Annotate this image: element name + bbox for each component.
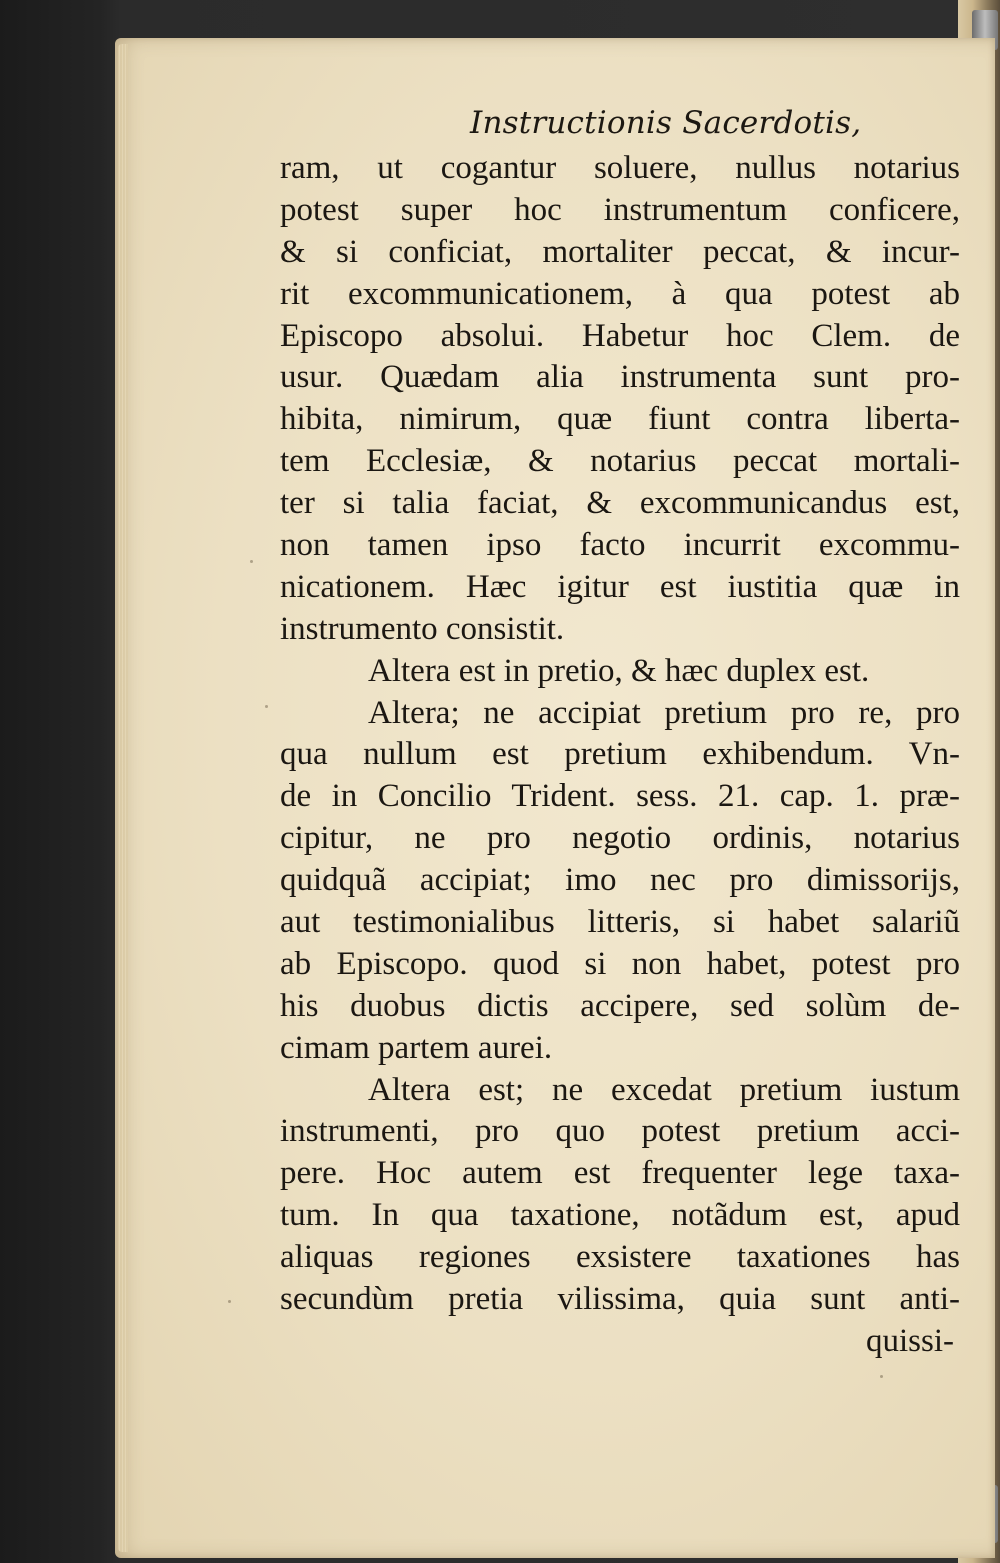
text-line: hibita, nimirum, quæ fiunt contra liberta- — [280, 401, 960, 438]
text-line: potest super hoc instrumentum conficere, — [280, 191, 960, 228]
text-line: cimam partem aurei. — [280, 1029, 553, 1066]
text-line: ab Episcopo. quod si non habet, potest pro — [280, 945, 960, 982]
text-line: usur. Quædam alia instrumenta sunt pro- — [280, 359, 960, 396]
text-line: quidquã accipiat; imo nec pro dimissorijs, — [280, 862, 960, 899]
text-line: instrumento consistit. — [280, 610, 565, 647]
text-line: de in Concilio Trident. sess. 21. cap. 1. præ- — [280, 778, 960, 815]
text-line: nicationem. Hæc igitur est iustitia quæ in — [280, 568, 960, 605]
text-line: Episcopo absolui. Habetur hoc Clem. de — [280, 317, 960, 354]
paragraph-start: Altera est; ne excedat pretium iustum — [368, 1071, 960, 1108]
text-line: ter si talia faciat, & excommunicandus est, — [280, 485, 960, 522]
text-line: ram, ut cogantur soluere, nullus notarius — [280, 150, 960, 186]
paragraph-start: Altera; ne accipiat pretium pro re, pro — [368, 694, 960, 731]
running-head: Instructionis Sacerdotis, — [470, 105, 862, 141]
paragraph-start: Altera est in pretio, & hæc duplex est. — [368, 652, 870, 689]
text-line: aliquas regiones exsistere taxationes has — [280, 1239, 960, 1276]
page-edges — [118, 44, 128, 1552]
text-line: secundùm pretia vilissima, quia sunt anti- — [280, 1281, 960, 1318]
text-line: his duobus dictis accipere, sed solùm de- — [280, 987, 960, 1024]
body-text — [280, 148, 960, 1363]
paper-speck — [880, 1375, 883, 1378]
catchword: quissi- — [865, 1322, 954, 1359]
text-line: tem Ecclesiæ, & notarius peccat mortali- — [280, 443, 960, 480]
paper-speck — [265, 705, 268, 708]
text-line: non tamen ipso facto incurrit excommu- — [280, 527, 960, 564]
text-line: tum. In qua taxatione, notãdum est, apud — [280, 1197, 960, 1234]
text-line: aut testimonialibus litteris, si habet salariũ — [280, 904, 960, 941]
text-line: rit excommunicationem, à qua potest ab — [280, 275, 960, 312]
text-line: instrumenti, pro quo potest pretium acci- — [280, 1113, 960, 1150]
text-line: qua nullum est pretium exhibendum. Vn- — [280, 736, 960, 773]
text-line: & si conficiat, mortaliter peccat, & incur- — [280, 233, 960, 270]
paper-speck — [228, 1300, 231, 1303]
text-line: cipitur, ne pro negotio ordinis, notarius — [280, 820, 960, 857]
text-line: pere. Hoc autem est frequenter lege taxa- — [280, 1155, 960, 1192]
paper-speck — [250, 560, 253, 563]
